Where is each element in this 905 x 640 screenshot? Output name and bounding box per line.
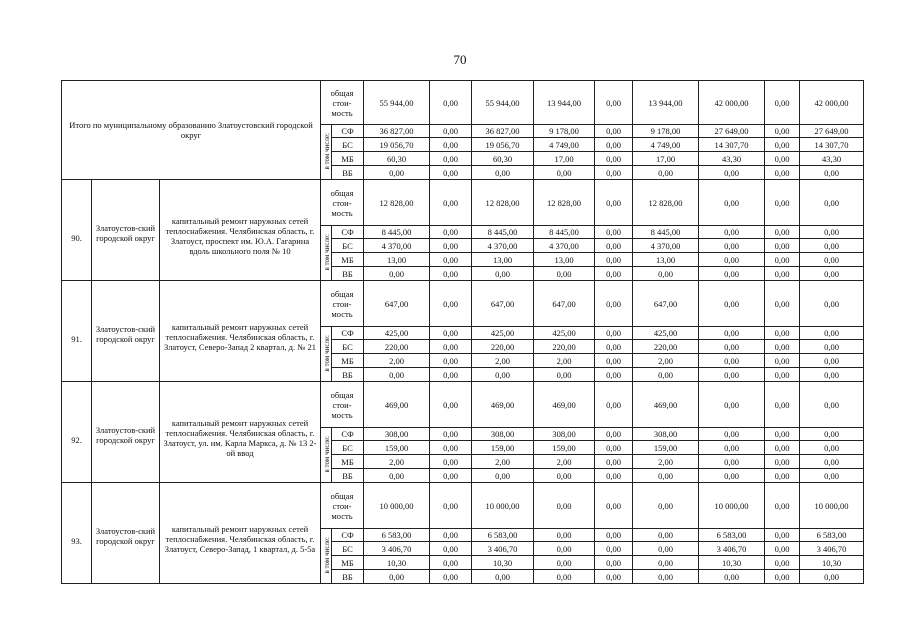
value-cell: 13,00 [472, 253, 534, 267]
value-cell: 4 749,00 [534, 138, 595, 152]
value-cell: 0,00 [430, 556, 472, 570]
value-cell: 0,00 [800, 441, 864, 455]
value-cell: 10 000,00 [364, 483, 430, 529]
value-cell: 0,00 [472, 368, 534, 382]
value-cell: 4 370,00 [633, 239, 699, 253]
value-cell: 0,00 [364, 368, 430, 382]
entry-number-cell [62, 281, 92, 382]
value-cell: 55 944,00 [472, 81, 534, 125]
value-cell: 0,00 [430, 152, 472, 166]
municipality: Златоустов-ский городской округ [95, 223, 156, 243]
value-cell: 0,00 [595, 125, 633, 138]
value-cell: 12 828,00 [472, 180, 534, 226]
value-cell: 220,00 [364, 340, 430, 354]
including-label: в том числе: [323, 435, 331, 473]
source-label: МБ [332, 354, 364, 368]
value-cell: 10,30 [699, 556, 765, 570]
value-cell: 2,00 [472, 455, 534, 469]
table-row [62, 281, 864, 327]
value-cell: 0,00 [765, 125, 800, 138]
value-cell: 0,00 [430, 441, 472, 455]
value-cell: 0,00 [534, 542, 595, 556]
object-description: капитальный ремонт наружных сетей теплоснабжения. Челябинская область, г. Златоуст, ул. им. Карла Маркса, д. № 13 2-ой ввод [163, 418, 317, 458]
value-cell: 0,00 [699, 382, 765, 428]
value-cell: 0,00 [430, 166, 472, 180]
value-cell: 0,00 [430, 125, 472, 138]
total-label-text: Итого по муниципальному образованию Златоустовский городской округ [69, 120, 313, 140]
value-cell: 0,00 [472, 570, 534, 584]
value-cell: 0,00 [595, 570, 633, 584]
source-label: БС [332, 239, 364, 253]
value-cell: 0,00 [430, 542, 472, 556]
total-cost-label: общая стои-мость [321, 180, 364, 226]
including-label: в том числе: [323, 132, 331, 170]
total-cost-label: общая стои-мость [321, 281, 364, 327]
source-label: СФ [332, 327, 364, 340]
value-cell: 4 749,00 [633, 138, 699, 152]
value-cell: 647,00 [633, 281, 699, 327]
value-cell: 4 370,00 [534, 239, 595, 253]
source-label: БС [332, 542, 364, 556]
description-cell [160, 382, 321, 483]
value-cell: 0,00 [430, 138, 472, 152]
value-cell: 0,00 [595, 81, 633, 125]
value-cell: 0,00 [765, 469, 800, 483]
value-cell: 425,00 [534, 327, 595, 340]
value-cell: 308,00 [364, 428, 430, 441]
value-cell: 0,00 [430, 239, 472, 253]
value-cell: 10,30 [800, 556, 864, 570]
value-cell: 0,00 [699, 226, 765, 239]
municipality-cell [92, 180, 160, 281]
municipality: Златоустов-ский городской округ [95, 425, 156, 445]
value-cell: 0,00 [364, 166, 430, 180]
value-cell: 13,00 [633, 253, 699, 267]
value-cell: 10,30 [364, 556, 430, 570]
value-cell: 0,00 [430, 281, 472, 327]
value-cell: 0,00 [595, 542, 633, 556]
total-cost-label: общая стои-мость [321, 483, 364, 529]
municipality-cell [92, 483, 160, 584]
value-cell: 0,00 [595, 556, 633, 570]
value-cell: 0,00 [430, 267, 472, 281]
value-cell: 0,00 [534, 556, 595, 570]
value-cell: 647,00 [472, 281, 534, 327]
value-cell: 0,00 [595, 281, 633, 327]
value-cell: 0,00 [765, 166, 800, 180]
value-cell: 0,00 [699, 428, 765, 441]
value-cell: 0,00 [800, 239, 864, 253]
value-cell: 647,00 [534, 281, 595, 327]
value-cell: 0,00 [699, 354, 765, 368]
value-cell: 0,00 [765, 152, 800, 166]
value-cell: 0,00 [633, 368, 699, 382]
value-cell: 0,00 [800, 267, 864, 281]
value-cell: 43,30 [800, 152, 864, 166]
value-cell: 12 828,00 [633, 180, 699, 226]
value-cell: 2,00 [364, 455, 430, 469]
value-cell: 0,00 [595, 382, 633, 428]
value-cell: 0,00 [800, 382, 864, 428]
value-cell: 220,00 [472, 340, 534, 354]
value-cell: 0,00 [765, 281, 800, 327]
value-cell: 3 406,70 [472, 542, 534, 556]
value-cell: 0,00 [765, 441, 800, 455]
description-cell [160, 180, 321, 281]
source-label: ВБ [332, 166, 364, 180]
description-cell [160, 483, 321, 584]
value-cell: 4 370,00 [364, 239, 430, 253]
value-cell: 0,00 [765, 570, 800, 584]
value-cell: 425,00 [633, 327, 699, 340]
value-cell: 42 000,00 [699, 81, 765, 125]
value-cell: 12 828,00 [364, 180, 430, 226]
value-cell: 0,00 [595, 368, 633, 382]
value-cell: 0,00 [534, 483, 595, 529]
total-cost-label: общая стои-мость [321, 382, 364, 428]
value-cell: 0,00 [430, 483, 472, 529]
source-label: МБ [332, 556, 364, 570]
value-cell: 13,00 [534, 253, 595, 267]
value-cell: 0,00 [699, 253, 765, 267]
value-cell: 27 649,00 [800, 125, 864, 138]
value-cell: 0,00 [699, 455, 765, 469]
value-cell: 0,00 [699, 340, 765, 354]
source-label: ВБ [332, 267, 364, 281]
value-cell: 0,00 [800, 180, 864, 226]
source-label: БС [332, 138, 364, 152]
value-cell: 0,00 [595, 441, 633, 455]
value-cell: 14 307,70 [800, 138, 864, 152]
value-cell: 308,00 [472, 428, 534, 441]
value-cell: 0,00 [800, 327, 864, 340]
value-cell: 0,00 [633, 483, 699, 529]
value-cell: 2,00 [633, 354, 699, 368]
value-cell: 0,00 [430, 368, 472, 382]
value-cell: 6 583,00 [699, 529, 765, 542]
value-cell: 469,00 [534, 382, 595, 428]
value-cell: 0,00 [800, 469, 864, 483]
source-label: ВБ [332, 368, 364, 382]
value-cell: 0,00 [800, 455, 864, 469]
value-cell: 0,00 [633, 469, 699, 483]
value-cell: 0,00 [765, 483, 800, 529]
value-cell: 425,00 [364, 327, 430, 340]
value-cell: 0,00 [595, 253, 633, 267]
value-cell: 0,00 [633, 166, 699, 180]
value-cell: 8 445,00 [534, 226, 595, 239]
value-cell: 10 000,00 [800, 483, 864, 529]
value-cell: 0,00 [699, 239, 765, 253]
value-cell: 0,00 [800, 368, 864, 382]
object-description: капитальный ремонт наружных сетей теплоснабжения. Челябинская область, г. Златоуст, Северо-Запад 2 квартал, д. № 21 [164, 322, 316, 352]
source-label: МБ [332, 455, 364, 469]
value-cell: 0,00 [534, 529, 595, 542]
value-cell: 0,00 [430, 469, 472, 483]
entry-number: 93. [71, 536, 82, 546]
including-label: в том числе: [323, 334, 331, 372]
value-cell: 0,00 [430, 382, 472, 428]
value-cell: 0,00 [633, 556, 699, 570]
source-label: ВБ [332, 469, 364, 483]
value-cell: 0,00 [699, 441, 765, 455]
value-cell: 0,00 [472, 166, 534, 180]
value-cell: 0,00 [430, 455, 472, 469]
entry-number-cell [62, 483, 92, 584]
value-cell: 0,00 [633, 529, 699, 542]
value-cell: 0,00 [595, 166, 633, 180]
value-cell: 0,00 [595, 327, 633, 340]
value-cell: 42 000,00 [800, 81, 864, 125]
value-cell: 0,00 [595, 267, 633, 281]
description-cell [160, 281, 321, 382]
value-cell: 8 445,00 [364, 226, 430, 239]
value-cell: 0,00 [595, 152, 633, 166]
value-cell: 0,00 [534, 469, 595, 483]
value-cell: 0,00 [472, 469, 534, 483]
value-cell: 43,30 [699, 152, 765, 166]
table-row [62, 382, 864, 428]
value-cell: 0,00 [633, 570, 699, 584]
value-cell: 10,30 [472, 556, 534, 570]
value-cell: 0,00 [595, 340, 633, 354]
including-label: в том числе: [323, 233, 331, 271]
value-cell: 159,00 [472, 441, 534, 455]
value-cell: 220,00 [633, 340, 699, 354]
value-cell: 19 056,70 [364, 138, 430, 152]
value-cell: 0,00 [595, 226, 633, 239]
value-cell: 9 178,00 [633, 125, 699, 138]
table-row [62, 483, 864, 529]
value-cell: 0,00 [765, 542, 800, 556]
municipality: Златоустов-ский городской округ [95, 324, 156, 344]
value-cell: 2,00 [364, 354, 430, 368]
value-cell: 0,00 [765, 226, 800, 239]
value-cell: 60,30 [364, 152, 430, 166]
value-cell: 0,00 [765, 267, 800, 281]
value-cell: 0,00 [765, 180, 800, 226]
value-cell: 0,00 [430, 253, 472, 267]
value-cell: 4 370,00 [472, 239, 534, 253]
value-cell: 0,00 [534, 267, 595, 281]
value-cell: 0,00 [534, 368, 595, 382]
value-cell: 0,00 [595, 428, 633, 441]
value-cell: 0,00 [699, 570, 765, 584]
value-cell: 3 406,70 [800, 542, 864, 556]
value-cell: 0,00 [430, 81, 472, 125]
value-cell: 0,00 [699, 368, 765, 382]
page-number: 70 [453, 52, 467, 67]
value-cell: 55 944,00 [364, 81, 430, 125]
value-cell: 0,00 [595, 483, 633, 529]
entry-number: 91. [71, 334, 82, 344]
value-cell: 0,00 [430, 327, 472, 340]
source-label: ВБ [332, 570, 364, 584]
value-cell: 60,30 [472, 152, 534, 166]
budget-table [61, 80, 864, 584]
value-cell: 0,00 [765, 529, 800, 542]
including-cell [321, 529, 332, 584]
value-cell: 13 944,00 [633, 81, 699, 125]
value-cell: 0,00 [765, 239, 800, 253]
value-cell: 19 056,70 [472, 138, 534, 152]
value-cell: 0,00 [595, 138, 633, 152]
value-cell: 159,00 [633, 441, 699, 455]
total-label [62, 81, 321, 180]
value-cell: 0,00 [595, 239, 633, 253]
value-cell: 220,00 [534, 340, 595, 354]
value-cell: 6 583,00 [800, 529, 864, 542]
value-cell: 0,00 [800, 340, 864, 354]
value-cell: 0,00 [765, 81, 800, 125]
value-cell: 0,00 [765, 327, 800, 340]
value-cell: 0,00 [595, 529, 633, 542]
including-label: в том числе: [323, 536, 331, 574]
value-cell: 425,00 [472, 327, 534, 340]
value-cell: 0,00 [765, 556, 800, 570]
value-cell: 0,00 [595, 469, 633, 483]
table-body [62, 81, 864, 584]
value-cell: 0,00 [364, 267, 430, 281]
value-cell: 0,00 [765, 455, 800, 469]
including-cell [321, 428, 332, 483]
table-row [62, 81, 864, 125]
value-cell: 0,00 [472, 267, 534, 281]
including-cell [321, 226, 332, 281]
value-cell: 2,00 [534, 354, 595, 368]
source-label: БС [332, 441, 364, 455]
object-description: капитальный ремонт наружных сетей теплоснабжения. Челябинская область, г. Златоуст, Северо-Запад, 1 квартал, д. 5-5а [164, 524, 316, 554]
value-cell: 6 583,00 [472, 529, 534, 542]
value-cell: 0,00 [800, 166, 864, 180]
value-cell: 0,00 [595, 180, 633, 226]
total-cost-label: общая стои-мость [321, 81, 364, 125]
value-cell: 0,00 [765, 354, 800, 368]
source-label: СФ [332, 428, 364, 441]
object-description: капитальный ремонт наружных сетей теплоснабжения. Челябинская область, г. Златоуст, проспект им. Ю.А. Гагарина вдоль школьного поля № 10 [165, 216, 315, 256]
including-cell [321, 125, 332, 180]
entry-number: 92. [71, 435, 82, 445]
value-cell: 0,00 [595, 354, 633, 368]
value-cell: 6 583,00 [364, 529, 430, 542]
value-cell: 8 445,00 [472, 226, 534, 239]
value-cell: 0,00 [699, 281, 765, 327]
value-cell: 2,00 [472, 354, 534, 368]
value-cell: 14 307,70 [699, 138, 765, 152]
value-cell: 0,00 [699, 267, 765, 281]
value-cell: 17,00 [534, 152, 595, 166]
entry-number-cell [62, 382, 92, 483]
value-cell: 159,00 [534, 441, 595, 455]
source-label: БС [332, 340, 364, 354]
source-label: МБ [332, 253, 364, 267]
value-cell: 0,00 [800, 281, 864, 327]
value-cell: 308,00 [534, 428, 595, 441]
value-cell: 0,00 [765, 253, 800, 267]
value-cell: 0,00 [430, 354, 472, 368]
value-cell: 2,00 [534, 455, 595, 469]
value-cell: 0,00 [430, 340, 472, 354]
value-cell: 0,00 [430, 529, 472, 542]
table-row [62, 180, 864, 226]
value-cell: 0,00 [765, 382, 800, 428]
municipality: Златоустов-ский городской округ [95, 526, 156, 546]
value-cell: 469,00 [633, 382, 699, 428]
value-cell: 13,00 [364, 253, 430, 267]
value-cell: 0,00 [534, 570, 595, 584]
value-cell: 0,00 [800, 428, 864, 441]
source-label: СФ [332, 226, 364, 239]
value-cell: 9 178,00 [534, 125, 595, 138]
value-cell: 159,00 [364, 441, 430, 455]
value-cell: 3 406,70 [699, 542, 765, 556]
value-cell: 12 828,00 [534, 180, 595, 226]
value-cell: 0,00 [800, 253, 864, 267]
value-cell: 0,00 [534, 166, 595, 180]
value-cell: 469,00 [472, 382, 534, 428]
value-cell: 0,00 [699, 327, 765, 340]
value-cell: 0,00 [765, 368, 800, 382]
value-cell: 308,00 [633, 428, 699, 441]
value-cell: 36 827,00 [364, 125, 430, 138]
value-cell: 13 944,00 [534, 81, 595, 125]
value-cell: 0,00 [364, 469, 430, 483]
municipality-cell [92, 281, 160, 382]
value-cell: 0,00 [699, 180, 765, 226]
value-cell: 0,00 [765, 428, 800, 441]
value-cell: 0,00 [430, 180, 472, 226]
value-cell: 10 000,00 [699, 483, 765, 529]
value-cell: 0,00 [699, 166, 765, 180]
value-cell: 0,00 [800, 570, 864, 584]
value-cell: 3 406,70 [364, 542, 430, 556]
value-cell: 36 827,00 [472, 125, 534, 138]
value-cell: 0,00 [699, 469, 765, 483]
value-cell: 0,00 [430, 428, 472, 441]
value-cell: 2,00 [633, 455, 699, 469]
value-cell: 10 000,00 [472, 483, 534, 529]
value-cell: 0,00 [595, 455, 633, 469]
value-cell: 0,00 [800, 226, 864, 239]
value-cell: 647,00 [364, 281, 430, 327]
value-cell: 0,00 [430, 226, 472, 239]
value-cell: 0,00 [800, 354, 864, 368]
source-label: СФ [332, 125, 364, 138]
source-label: СФ [332, 529, 364, 542]
value-cell: 0,00 [364, 570, 430, 584]
value-cell: 8 445,00 [633, 226, 699, 239]
value-cell: 0,00 [633, 542, 699, 556]
value-cell: 27 649,00 [699, 125, 765, 138]
value-cell: 469,00 [364, 382, 430, 428]
value-cell: 0,00 [765, 340, 800, 354]
entry-number-cell [62, 180, 92, 281]
source-label: МБ [332, 152, 364, 166]
municipality-cell [92, 382, 160, 483]
value-cell: 17,00 [633, 152, 699, 166]
value-cell: 0,00 [633, 267, 699, 281]
entry-number: 90. [71, 233, 82, 243]
value-cell: 0,00 [430, 570, 472, 584]
value-cell: 0,00 [765, 138, 800, 152]
including-cell [321, 327, 332, 382]
